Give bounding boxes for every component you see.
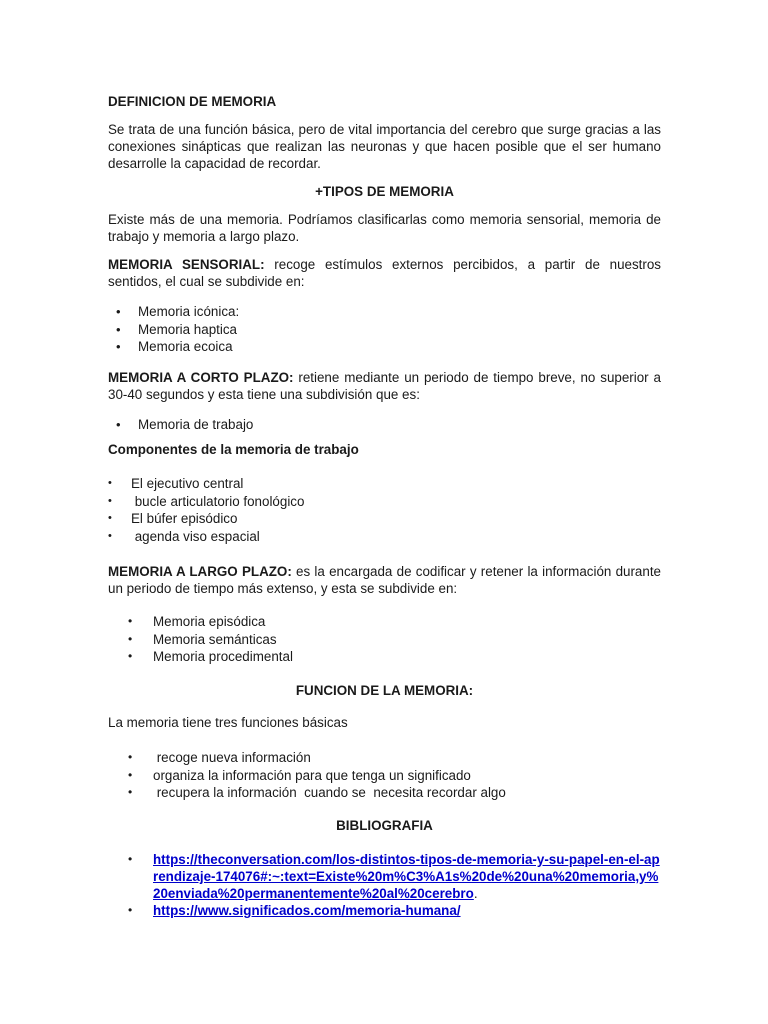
bibliography-link-theconversation[interactable]: https://theconversation.com/los-distintos-tipos-de-memoria-y-su-papel-en-el-aprendizaje-174076#:~:text=Existe%20m%C3%A1s%20de%20una%20memoria,y%20enviada%20permanentemente%20al%20cerebro (153, 852, 660, 901)
list-item: • bucle articulatorio fonológico (108, 493, 305, 509)
list-item: • Memoria semánticas (128, 631, 277, 647)
list-sensorial (108, 303, 661, 356)
sensorial-text: recoge estímulos externos percibidos, a partir de nuestros sentidos, el cual se subdivide en: (108, 257, 661, 289)
bullet-icon: • (108, 494, 112, 507)
bullet-icon: • (108, 529, 112, 542)
sensorial-label: MEMORIA SENSORIAL: (108, 257, 265, 272)
bullet-icon: • (116, 321, 121, 337)
bullet-icon: • (128, 750, 133, 764)
list-item: • Memoria procedimental (128, 649, 293, 664)
paragraph-sensorial (108, 256, 661, 290)
list-item: • Memoria haptica (116, 321, 237, 337)
paragraph-funcion: La memoria tiene tres funciones básicas (108, 715, 348, 730)
heading-bibliografia: BIBLIOGRAFIA (336, 818, 433, 833)
list-largo-plazo (108, 613, 661, 666)
bibliography-link-significados[interactable]: https://www.significados.com/memoria-humana/ (153, 903, 461, 918)
corto-text: retiene mediante un periodo de tiempo breve, no superior a 30-40 segundos y esta tiene una subdivisión que es: (108, 370, 661, 402)
list-corto-plazo (108, 416, 661, 434)
list-item: • agenda viso espacial (108, 528, 260, 544)
list-funcion (108, 749, 661, 802)
heading-componentes: Componentes de la memoria de trabajo (108, 442, 359, 457)
heading-funcion: FUNCION DE LA MEMORIA: (295, 683, 474, 698)
bullet-icon: • (108, 477, 112, 489)
list-item: • Memoria ecoica (116, 339, 233, 354)
bullet-icon: • (128, 767, 133, 782)
bullet-icon: • (116, 417, 121, 432)
list-item: • Memoria icónica: (116, 304, 240, 319)
list-item: • organiza la información para que tenga un significado (128, 767, 471, 783)
list-item: • recupera la información cuando se necesita recordar algo (128, 785, 506, 800)
bullet-icon: • (116, 339, 121, 354)
bullet-icon: • (128, 614, 133, 628)
paragraph-definicion: Se trata de una función básica, pero de vital importancia del cerebro que surge gracias a las conexiones sinápticas que realizan las neuronas y que hacen posible que el ser humano desarrolle la capacidad de recordar. (108, 122, 661, 171)
list-item: • https://theconversation.com/los-distintos-tipos-de-memoria-y-su-papel-en-el-aprendizaje-174076#:~:text=Existe%20m%C3%A1s%20de%20una%20memoria,y%20enviada%20permanentemente%20al%20cerebro. (128, 852, 660, 901)
bullet-icon: • (128, 649, 133, 663)
list-item: • El ejecutivo central (108, 476, 244, 491)
bullet-icon: • (128, 785, 133, 799)
heading-definicion: DEFINICION DE MEMORIA (108, 94, 277, 109)
paragraph-largo-plazo (108, 563, 661, 597)
list-item: • Memoria episódica (128, 614, 266, 629)
list-item: • Memoria de trabajo (116, 417, 254, 432)
bullet-icon: • (128, 903, 133, 917)
corto-label: MEMORIA A CORTO PLAZO: (108, 370, 294, 385)
list-componentes (108, 475, 661, 545)
largo-label: MEMORIA A LARGO PLAZO: (108, 564, 292, 579)
list-bibliografia (108, 851, 661, 919)
paragraph-tipos: Existe más de una memoria. Podríamos clasificarlas como memoria sensorial, memoria de trabajo y memoria a largo plazo. (108, 212, 661, 244)
list-item (108, 902, 661, 919)
heading-tipos: +TIPOS DE MEMORIA (315, 184, 454, 199)
largo-text: es la encargada de codificar y retener la información durante un periodo de tiempo más extenso, y esta se subdivide en: (108, 564, 661, 596)
bullet-icon: • (116, 304, 121, 319)
paragraph-corto-plazo (108, 369, 661, 403)
bullet-icon: • (108, 512, 112, 524)
list-item: • recoge nueva información (128, 750, 311, 765)
bullet-icon: • (128, 852, 133, 866)
list-item: • El búfer episódico (108, 511, 238, 526)
bullet-icon: • (128, 631, 133, 646)
